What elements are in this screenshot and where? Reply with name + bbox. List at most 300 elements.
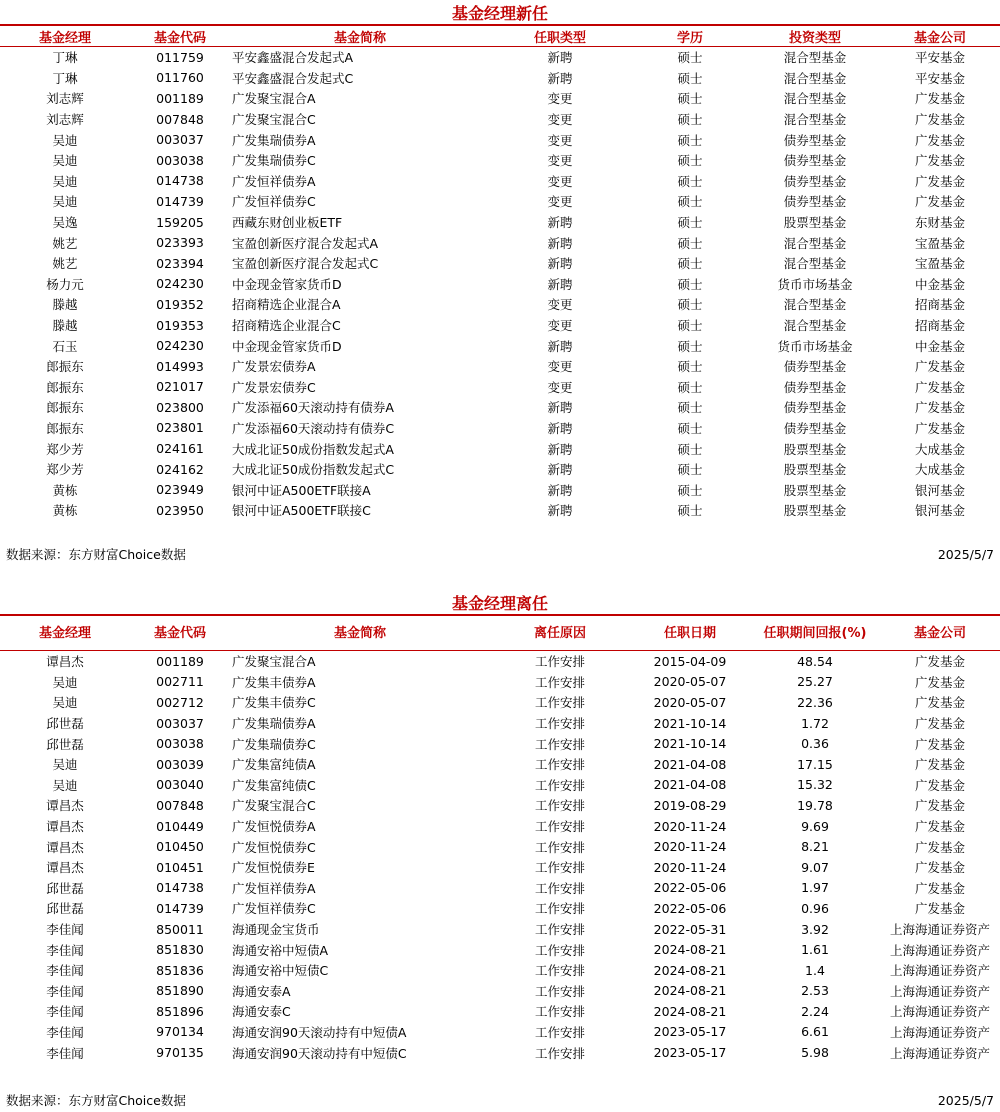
cell-education: 硕士 [677,70,703,86]
cell-fund-code: 023949 [156,482,204,498]
cell-fund-company: 广发基金 [914,901,965,917]
cell-fund-company: 平安基金 [914,50,965,66]
cell-tenure-return: 2.24 [801,1003,829,1019]
cell-fund-manager: 吴迪 [52,194,78,210]
cell-fund-manager: 邱世磊 [46,736,84,752]
table-row [0,150,1000,171]
cell-fund-code: 003040 [156,777,204,793]
leave-report-date: 2025/5/7 [937,1093,994,1108]
cell-fund-manager: 吴迪 [52,695,78,711]
header-departure-reason: 离任原因 [490,615,630,651]
cell-fund-company: 银河基金 [914,503,965,519]
cell-fund-manager: 邱世磊 [46,716,84,732]
table-row [0,88,1000,109]
cell-fund-company: 银河基金 [914,482,965,498]
header-fund-code: 基金代码 [130,615,230,651]
cell-education: 硕士 [677,441,703,457]
table-row [0,191,1000,212]
cell-fund-company: 广发基金 [914,695,965,711]
cell-appointment-type: 变更 [547,318,573,334]
cell-fund-manager: 郑少芳 [46,462,84,478]
cell-fund-name: 广发恒悦债券C [232,839,316,855]
cell-departure-reason: 工作安排 [534,922,585,938]
cell-fund-name: 广发集瑞债券A [232,132,316,148]
cell-education: 硕士 [677,338,703,354]
table-row [0,981,1000,1002]
cell-fund-name: 广发聚宝混合C [232,112,316,128]
cell-fund-company: 广发基金 [914,819,965,835]
cell-fund-company: 宝盈基金 [914,256,965,272]
cell-fund-company: 广发基金 [914,757,965,773]
cell-fund-company: 广发基金 [914,91,965,107]
cell-fund-company: 宝盈基金 [914,235,965,251]
cell-education: 硕士 [677,112,703,128]
cell-investment-type: 混合型基金 [783,70,847,86]
header-education: 学历 [630,25,750,47]
cell-fund-name: 广发集富纯债C [232,777,316,793]
cell-fund-company: 中金基金 [914,338,965,354]
cell-fund-name: 大成北证50成份指数发起式A [232,441,394,457]
header-fund-company: 基金公司 [880,25,1000,47]
cell-fund-company: 中金基金 [914,276,965,292]
cell-investment-type: 货币市场基金 [777,338,853,354]
cell-appointment-type: 新聘 [547,338,573,354]
cell-fund-name: 中金现金管家货币D [232,276,342,292]
cell-start-date: 2021-10-14 [653,736,727,752]
table-row [0,129,1000,150]
cell-departure-reason: 工作安排 [534,777,585,793]
table-row [0,500,1000,521]
cell-departure-reason: 工作安排 [534,880,585,896]
cell-fund-company: 招商基金 [914,297,965,313]
cell-education: 硕士 [677,215,703,231]
cell-investment-type: 混合型基金 [783,112,847,128]
cell-fund-name: 广发集瑞债券C [232,736,316,752]
cell-education: 硕士 [677,194,703,210]
cell-education: 硕士 [677,379,703,395]
table-row [0,919,1000,940]
cell-start-date: 2024-08-21 [653,942,727,958]
cell-appointment-type: 变更 [547,173,573,189]
cell-fund-code: 014739 [156,900,204,916]
cell-start-date: 2023-05-17 [653,1045,727,1061]
cell-fund-company: 广发基金 [914,194,965,210]
cell-investment-type: 混合型基金 [783,235,847,251]
cell-fund-manager: 李佳闻 [46,1004,84,1020]
cell-fund-name: 广发恒祥债券A [232,173,316,189]
header-investment-type: 投资类型 [750,25,880,47]
cell-fund-code: 010451 [156,859,204,875]
cell-fund-code: 851836 [156,962,204,978]
cell-fund-name: 银河中证A500ETF联接C [232,503,371,519]
cell-appointment-type: 新聘 [547,400,573,416]
cell-education: 硕士 [677,400,703,416]
cell-appointment-type: 变更 [547,359,573,375]
cell-fund-name: 广发集丰债券C [232,695,316,711]
cell-tenure-return: 1.72 [801,715,829,731]
table-row [0,898,1000,919]
cell-education: 硕士 [677,235,703,251]
cell-investment-type: 混合型基金 [783,50,847,66]
header-appointment-type: 任职类型 [490,25,630,47]
table-row [0,109,1000,130]
cell-fund-manager: 黄栋 [52,503,78,519]
cell-investment-type: 债券型基金 [783,132,847,148]
cell-investment-type: 债券型基金 [783,359,847,375]
cell-fund-name: 广发景宏债券C [232,379,316,395]
cell-fund-code: 023394 [156,255,204,271]
cell-tenure-return: 48.54 [797,653,833,669]
cell-fund-manager: 郎振东 [46,420,84,436]
cell-fund-name: 广发集富纯债A [232,757,316,773]
cell-fund-name: 广发聚宝混合A [232,654,316,670]
cell-fund-name: 广发集瑞债券C [232,153,316,169]
cell-fund-manager: 刘志辉 [46,112,84,128]
cell-fund-company: 广发基金 [914,420,965,436]
cell-fund-code: 851896 [156,1003,204,1019]
cell-tenure-return: 17.15 [797,756,833,772]
cell-departure-reason: 工作安排 [534,654,585,670]
table-row [0,651,1000,672]
cell-tenure-return: 0.96 [801,900,829,916]
cell-departure-reason: 工作安排 [534,839,585,855]
cell-departure-reason: 工作安排 [534,757,585,773]
cell-fund-code: 021017 [156,379,204,395]
table-row [0,836,1000,857]
cell-fund-manager: 石玉 [52,338,78,354]
header-start-date: 任职日期 [630,615,750,651]
table-row [0,459,1000,480]
cell-fund-manager: 姚艺 [52,235,78,251]
cell-fund-name: 广发恒祥债券C [232,901,316,917]
cell-investment-type: 债券型基金 [783,379,847,395]
new-footer [0,546,1000,564]
cell-fund-name: 海通安润90天滚动持有中短债C [232,1045,407,1061]
cell-fund-manager: 邱世磊 [46,880,84,896]
cell-start-date: 2021-04-08 [653,756,727,772]
cell-fund-company: 广发基金 [914,880,965,896]
cell-tenure-return: 9.69 [801,818,829,834]
cell-start-date: 2020-05-07 [653,674,727,690]
cell-start-date: 2020-11-24 [653,839,727,855]
cell-fund-company: 广发基金 [914,112,965,128]
cell-tenure-return: 22.36 [797,694,833,710]
cell-start-date: 2023-05-17 [653,1024,727,1040]
cell-fund-manager: 郎振东 [46,400,84,416]
leave-managers-body [0,651,1000,1063]
table-row [0,418,1000,439]
cell-fund-company: 广发基金 [914,777,965,793]
cell-fund-manager: 杨力元 [46,276,84,292]
cell-fund-manager: 李佳闻 [46,1045,84,1061]
cell-fund-name: 广发恒悦债券E [232,860,315,876]
cell-start-date: 2024-08-21 [653,983,727,999]
cell-education: 硕士 [677,153,703,169]
cell-fund-company: 广发基金 [914,359,965,375]
cell-fund-code: 014739 [156,193,204,209]
cell-fund-manager: 滕越 [52,318,78,334]
cell-education: 硕士 [677,503,703,519]
table-row [0,1042,1000,1063]
cell-fund-name: 广发恒悦债券A [232,819,316,835]
cell-fund-code: 019353 [156,317,204,333]
cell-departure-reason: 工作安排 [534,983,585,999]
cell-education: 硕士 [677,482,703,498]
cell-appointment-type: 变更 [547,91,573,107]
cell-appointment-type: 新聘 [547,276,573,292]
cell-investment-type: 混合型基金 [783,297,847,313]
new-managers-body [0,47,1000,521]
cell-appointment-type: 新聘 [547,441,573,457]
cell-fund-manager: 谭昌杰 [46,819,84,835]
cell-fund-code: 002711 [156,674,204,690]
cell-fund-name: 广发恒祥债券C [232,194,316,210]
cell-fund-code: 970134 [156,1024,204,1040]
cell-tenure-return: 5.98 [801,1045,829,1061]
cell-fund-name: 海通安泰C [232,1004,291,1020]
cell-fund-manager: 李佳闻 [46,1024,84,1040]
cell-start-date: 2015-04-09 [653,653,727,669]
cell-fund-code: 011759 [156,49,204,65]
cell-fund-code: 024161 [156,441,204,457]
cell-education: 硕士 [677,173,703,189]
cell-departure-reason: 工作安排 [534,1024,585,1040]
table-row [0,315,1000,336]
cell-departure-reason: 工作安排 [534,1045,585,1061]
cell-fund-company: 上海海通证券资产 [889,922,990,938]
header-fund-code: 基金代码 [130,25,230,47]
cell-fund-code: 002712 [156,694,204,710]
cell-fund-name: 广发景宏债券A [232,359,316,375]
cell-fund-code: 024162 [156,461,204,477]
header-fund-name: 基金简称 [230,25,490,47]
cell-education: 硕士 [677,132,703,148]
cell-tenure-return: 1.61 [801,942,829,958]
cell-tenure-return: 3.92 [801,921,829,937]
table-row [0,479,1000,500]
cell-fund-name: 平安鑫盛混合发起式A [232,50,354,66]
header-fund-name: 基金简称 [230,615,490,651]
table-row [0,939,1000,960]
cell-fund-code: 010449 [156,818,204,834]
table-row [0,253,1000,274]
cell-start-date: 2022-05-31 [653,921,727,937]
cell-fund-manager: 吴迪 [52,777,78,793]
cell-fund-name: 广发集丰债券A [232,674,316,690]
table-row [0,438,1000,459]
table-row [0,878,1000,899]
cell-appointment-type: 变更 [547,194,573,210]
cell-tenure-return: 6.61 [801,1024,829,1040]
cell-fund-manager: 吴迪 [52,173,78,189]
cell-investment-type: 债券型基金 [783,420,847,436]
cell-fund-company: 平安基金 [914,70,965,86]
cell-fund-code: 003037 [156,715,204,731]
cell-fund-code: 007848 [156,111,204,127]
cell-departure-reason: 工作安排 [534,819,585,835]
cell-investment-type: 股票型基金 [783,482,847,498]
cell-fund-company: 广发基金 [914,716,965,732]
cell-fund-manager: 郑少芳 [46,441,84,457]
new-managers-table [0,24,1000,521]
table-row [0,733,1000,754]
cell-fund-company: 上海海通证券资产 [889,1004,990,1020]
table-row [0,1022,1000,1043]
cell-fund-company: 东财基金 [914,215,965,231]
cell-fund-name: 西藏东财创业板ETF [232,215,343,231]
cell-fund-manager: 黄栋 [52,482,78,498]
cell-departure-reason: 工作安排 [534,736,585,752]
table-row [0,47,1000,68]
table-row [0,232,1000,253]
cell-fund-manager: 谭昌杰 [46,860,84,876]
cell-fund-company: 上海海通证券资产 [889,963,990,979]
leave-managers-section [0,594,1000,1063]
cell-appointment-type: 变更 [547,297,573,313]
cell-fund-manager: 李佳闻 [46,922,84,938]
cell-fund-manager: 谭昌杰 [46,839,84,855]
cell-appointment-type: 新聘 [547,50,573,66]
cell-fund-code: 024230 [156,276,204,292]
leave-managers-header-row [0,615,1000,651]
cell-fund-manager: 李佳闻 [46,983,84,999]
cell-investment-type: 债券型基金 [783,153,847,169]
cell-education: 硕士 [677,50,703,66]
cell-tenure-return: 19.78 [797,797,833,813]
cell-fund-company: 广发基金 [914,379,965,395]
cell-fund-code: 003037 [156,132,204,148]
cell-departure-reason: 工作安排 [534,963,585,979]
cell-fund-code: 014738 [156,173,204,189]
cell-start-date: 2021-04-08 [653,777,727,793]
table-row [0,212,1000,233]
cell-education: 硕士 [677,91,703,107]
cell-start-date: 2020-05-07 [653,694,727,710]
cell-tenure-return: 1.97 [801,880,829,896]
cell-appointment-type: 新聘 [547,482,573,498]
cell-fund-manager: 李佳闻 [46,942,84,958]
cell-fund-company: 广发基金 [914,173,965,189]
leave-managers-title: 基金经理离任 [451,594,548,613]
cell-fund-manager: 谭昌杰 [46,654,84,670]
cell-fund-code: 024230 [156,338,204,354]
cell-fund-name: 银河中证A500ETF联接A [232,482,371,498]
cell-start-date: 2020-11-24 [653,818,727,834]
cell-tenure-return: 8.21 [801,839,829,855]
cell-fund-name: 中金现金管家货币D [232,338,342,354]
cell-fund-manager: 丁琳 [52,50,78,66]
cell-fund-name: 海通安裕中短债A [232,942,329,958]
cell-education: 硕士 [677,420,703,436]
table-row [0,857,1000,878]
cell-tenure-return: 25.27 [797,674,833,690]
cell-fund-manager: 吴迪 [52,132,78,148]
cell-education: 硕士 [677,318,703,334]
cell-investment-type: 债券型基金 [783,400,847,416]
table-row [0,68,1000,89]
table-row [0,397,1000,418]
cell-appointment-type: 新聘 [547,70,573,86]
cell-fund-code: 851830 [156,942,204,958]
cell-appointment-type: 变更 [547,379,573,395]
cell-fund-code: 851890 [156,983,204,999]
cell-appointment-type: 新聘 [547,503,573,519]
cell-investment-type: 债券型基金 [783,194,847,210]
cell-fund-name: 海通安泰A [232,983,291,999]
cell-fund-name: 广发恒祥债券A [232,880,316,896]
table-row [0,816,1000,837]
cell-start-date: 2020-11-24 [653,859,727,875]
cell-fund-name: 海通安裕中短债C [232,963,329,979]
cell-departure-reason: 工作安排 [534,674,585,690]
cell-fund-name: 海通安润90天滚动持有中短债A [232,1024,407,1040]
table-row [0,775,1000,796]
cell-fund-company: 广发基金 [914,132,965,148]
cell-fund-code: 003038 [156,152,204,168]
table-row [0,377,1000,398]
cell-education: 硕士 [677,359,703,375]
cell-fund-company: 大成基金 [914,462,965,478]
cell-appointment-type: 新聘 [547,256,573,272]
cell-departure-reason: 工作安排 [534,901,585,917]
cell-fund-manager: 郎振东 [46,359,84,375]
cell-fund-manager: 滕越 [52,297,78,313]
cell-fund-name: 广发添福60天滚动持有债券C [232,420,395,436]
cell-investment-type: 股票型基金 [783,503,847,519]
table-row [0,171,1000,192]
cell-fund-manager: 吴迪 [52,757,78,773]
cell-departure-reason: 工作安排 [534,942,585,958]
cell-appointment-type: 新聘 [547,420,573,436]
cell-fund-code: 023393 [156,235,204,251]
table-row [0,356,1000,377]
cell-fund-company: 广发基金 [914,839,965,855]
leave-data-source: 数据来源：东方财富Choice数据 [6,1093,186,1108]
cell-fund-manager: 邱世磊 [46,901,84,917]
table-row [0,294,1000,315]
cell-fund-code: 014738 [156,880,204,896]
table-row [0,335,1000,356]
cell-start-date: 2024-08-21 [653,962,727,978]
cell-appointment-type: 新聘 [547,215,573,231]
cell-fund-code: 003039 [156,756,204,772]
cell-appointment-type: 变更 [547,153,573,169]
cell-fund-code: 011760 [156,70,204,86]
cell-fund-code: 023800 [156,399,204,415]
new-report-date: 2025/5/7 [937,547,994,562]
cell-fund-code: 970135 [156,1045,204,1061]
new-data-source: 数据来源：东方财富Choice数据 [6,547,186,562]
cell-fund-manager: 李佳闻 [46,963,84,979]
cell-fund-code: 850011 [156,921,204,937]
cell-investment-type: 混合型基金 [783,91,847,107]
cell-fund-code: 019352 [156,296,204,312]
cell-fund-company: 上海海通证券资产 [889,983,990,999]
new-managers-header-row [0,25,1000,47]
header-tenure-return: 任职期间回报(%) [750,615,880,651]
cell-fund-name: 广发集瑞债券A [232,716,316,732]
cell-fund-name: 广发添福60天滚动持有债券A [232,400,394,416]
cell-investment-type: 股票型基金 [783,441,847,457]
cell-fund-manager: 吴迪 [52,674,78,690]
cell-fund-company: 广发基金 [914,736,965,752]
cell-fund-manager: 谭昌杰 [46,798,84,814]
cell-fund-name: 宝盈创新医疗混合发起式C [232,256,379,272]
cell-fund-manager: 姚艺 [52,256,78,272]
cell-education: 硕士 [677,256,703,272]
cell-tenure-return: 0.36 [801,736,829,752]
header-fund-manager: 基金经理 [0,615,130,651]
